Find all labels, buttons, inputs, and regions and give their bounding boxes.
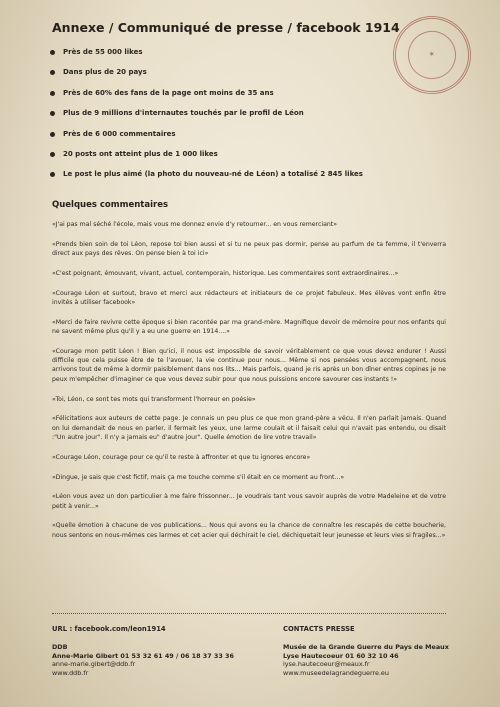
stat-item	[50, 150, 363, 170]
stats-list	[50, 48, 363, 191]
comment-item: «C'est poignant, émouvant, vivant, actuel, contemporain, historique. Les commentaires sont extraordinaires...»	[52, 269, 399, 277]
bullet-icon	[50, 50, 55, 55]
stat-text: Près de 60% des fans de la page ont moins de 35 ans	[63, 88, 274, 97]
stat-text: Dans plus de 20 pays	[63, 68, 147, 77]
stat-text: Près de 55 000 likes	[63, 48, 143, 56]
facebook-url[interactable]: URL : facebook.com/leon1914	[52, 625, 166, 633]
stat-item	[50, 109, 363, 129]
museum-email[interactable]: lyse.hautecoeur@meaux.fr	[283, 660, 370, 669]
museum-name: Musée de la Grande Guerre du Pays de Meaux	[283, 643, 449, 652]
bullet-icon	[50, 70, 55, 75]
museum-contact: Lyse Hautecoeur 01 60 32 10 46	[283, 651, 399, 660]
comment-item: «J'ai pas mal séché l'école, mais vous me donnez envie d'y retourner... en vous remerciant»	[52, 221, 338, 228]
stat-text: Le post le plus aimé (la photo du nouveau-né de Léon) a totalisé 2 845 likes	[63, 170, 363, 179]
museum-website[interactable]: www.museedelagrandeguerre.eu	[283, 668, 389, 677]
stat-text: Plus de 9 millions d'internautes touchés par le profil de Léon	[63, 109, 304, 118]
comment-item: «Quelle émotion à chacune de vos publications... Nous qui avons eu la chance de connaître les rescapés de cette boucherie, nous sentons en nous-mêmes ces larmes et cet acier qui déchirait le ciel, déchiquetait leur jeunesse et leurs vies si fragiles...»	[52, 522, 446, 539]
comment-item: «Félicitations aux auteurs de cette page. Je connais un peu plus ce que mon grand-père a vécu. Il n'en parlait jamais. Quand on lui demandait de nous en parler, il fermait les yeux, une larme coulait et il faisait celui qui n'avait pas entendu, ou disait :"Un autre jour". Il n'y a jamais eu" d'autre jour". Quelle émotion de lire votre travail»	[52, 415, 446, 441]
bullet-icon	[50, 132, 55, 137]
bullet-icon	[50, 111, 55, 116]
footer-right	[283, 625, 449, 677]
stat-text: 20 posts ont atteint plus de 1 000 likes	[63, 149, 218, 158]
stat-item	[50, 48, 363, 68]
comment-item: «Toi, Léon, ce sont tes mots qui transforment l'horreur en poésie»	[52, 395, 256, 403]
comments-heading: Quelques commentaires	[52, 200, 169, 210]
press-contacts-heading: CONTACTS PRESSE	[283, 625, 355, 633]
comment-item: «Léon vous avez un don particulier à me faire frissonner... Je voudrais tant vous savoir auprès de votre Madeleine et de votre petit à venir...»	[52, 493, 446, 510]
footer-left	[52, 625, 234, 677]
comment-item: «Courage Léon, courage pour ce qu'il te reste à affronter et que tu ignores encore»	[52, 453, 311, 461]
stamp-inner-ring: ★	[402, 25, 462, 85]
stat-item	[50, 68, 363, 88]
comments-list	[52, 220, 446, 551]
stat-item	[50, 89, 363, 109]
agency-name: DDB	[52, 643, 68, 652]
bullet-icon	[50, 172, 55, 177]
comment-item: «Dingue, je sais que c'est fictif, mais ça me touche comme s'il était en ce moment au front...»	[52, 473, 345, 481]
footer-divider	[52, 613, 446, 614]
comment-item: «Prends bien soin de toi Léon, repose toi bien aussi et si tu ne peux pas dormir, pense au parfum de ta femme, il t'enverra direct aux pays des rêves. On pense bien à toi ici»	[52, 240, 446, 258]
bullet-icon	[50, 152, 55, 157]
bullet-icon	[50, 91, 55, 96]
stat-text: Près de 6 000 commentaires	[63, 129, 176, 138]
comment-item: «Courage Léon et surtout, bravo et merci aux rédacteurs et initiateurs de ce projet fabuleux. Mes élèves vont enfin être invités à utiliser facebook»	[52, 289, 446, 306]
comment-item: «Merci de faire revivre cette époque si bien racontée par ma grand-mère. Magnifique devoir de mémoire pour nos enfants qui ne savent même plus qu'il y a eu une guerre en 1914....»	[52, 318, 446, 336]
page-title: Annexe / Communiqué de presse / facebook 1914	[52, 20, 400, 35]
agency-email[interactable]: anne-marie.gibert@ddb.fr	[52, 660, 136, 669]
stat-item	[50, 170, 363, 190]
comment-item: «Courage mon petit Léon ! Bien qu'ici, il nous est impossible de savoir véritablement ce que vous devez endurer ! Aussi difficile que cela puisse être de te l'avouer, la vie continue pour nous... Même si nos pensées vous accompagnent, nous arrivons tout de même à dormir paisiblement dans nos lits... Mais parfois, quand je ris après un bon dîner entres copines je ne peux m'empêcher d'imaginer ce que vous devez subir pour que nous puissions encore savourer ces instants !»	[52, 347, 446, 383]
agency-website[interactable]: www.ddb.fr	[52, 668, 89, 677]
stat-item	[50, 130, 363, 150]
agency-contact: Anne-Marie Gibert 01 53 32 61 49 / 06 18 37 33 36	[52, 651, 234, 660]
